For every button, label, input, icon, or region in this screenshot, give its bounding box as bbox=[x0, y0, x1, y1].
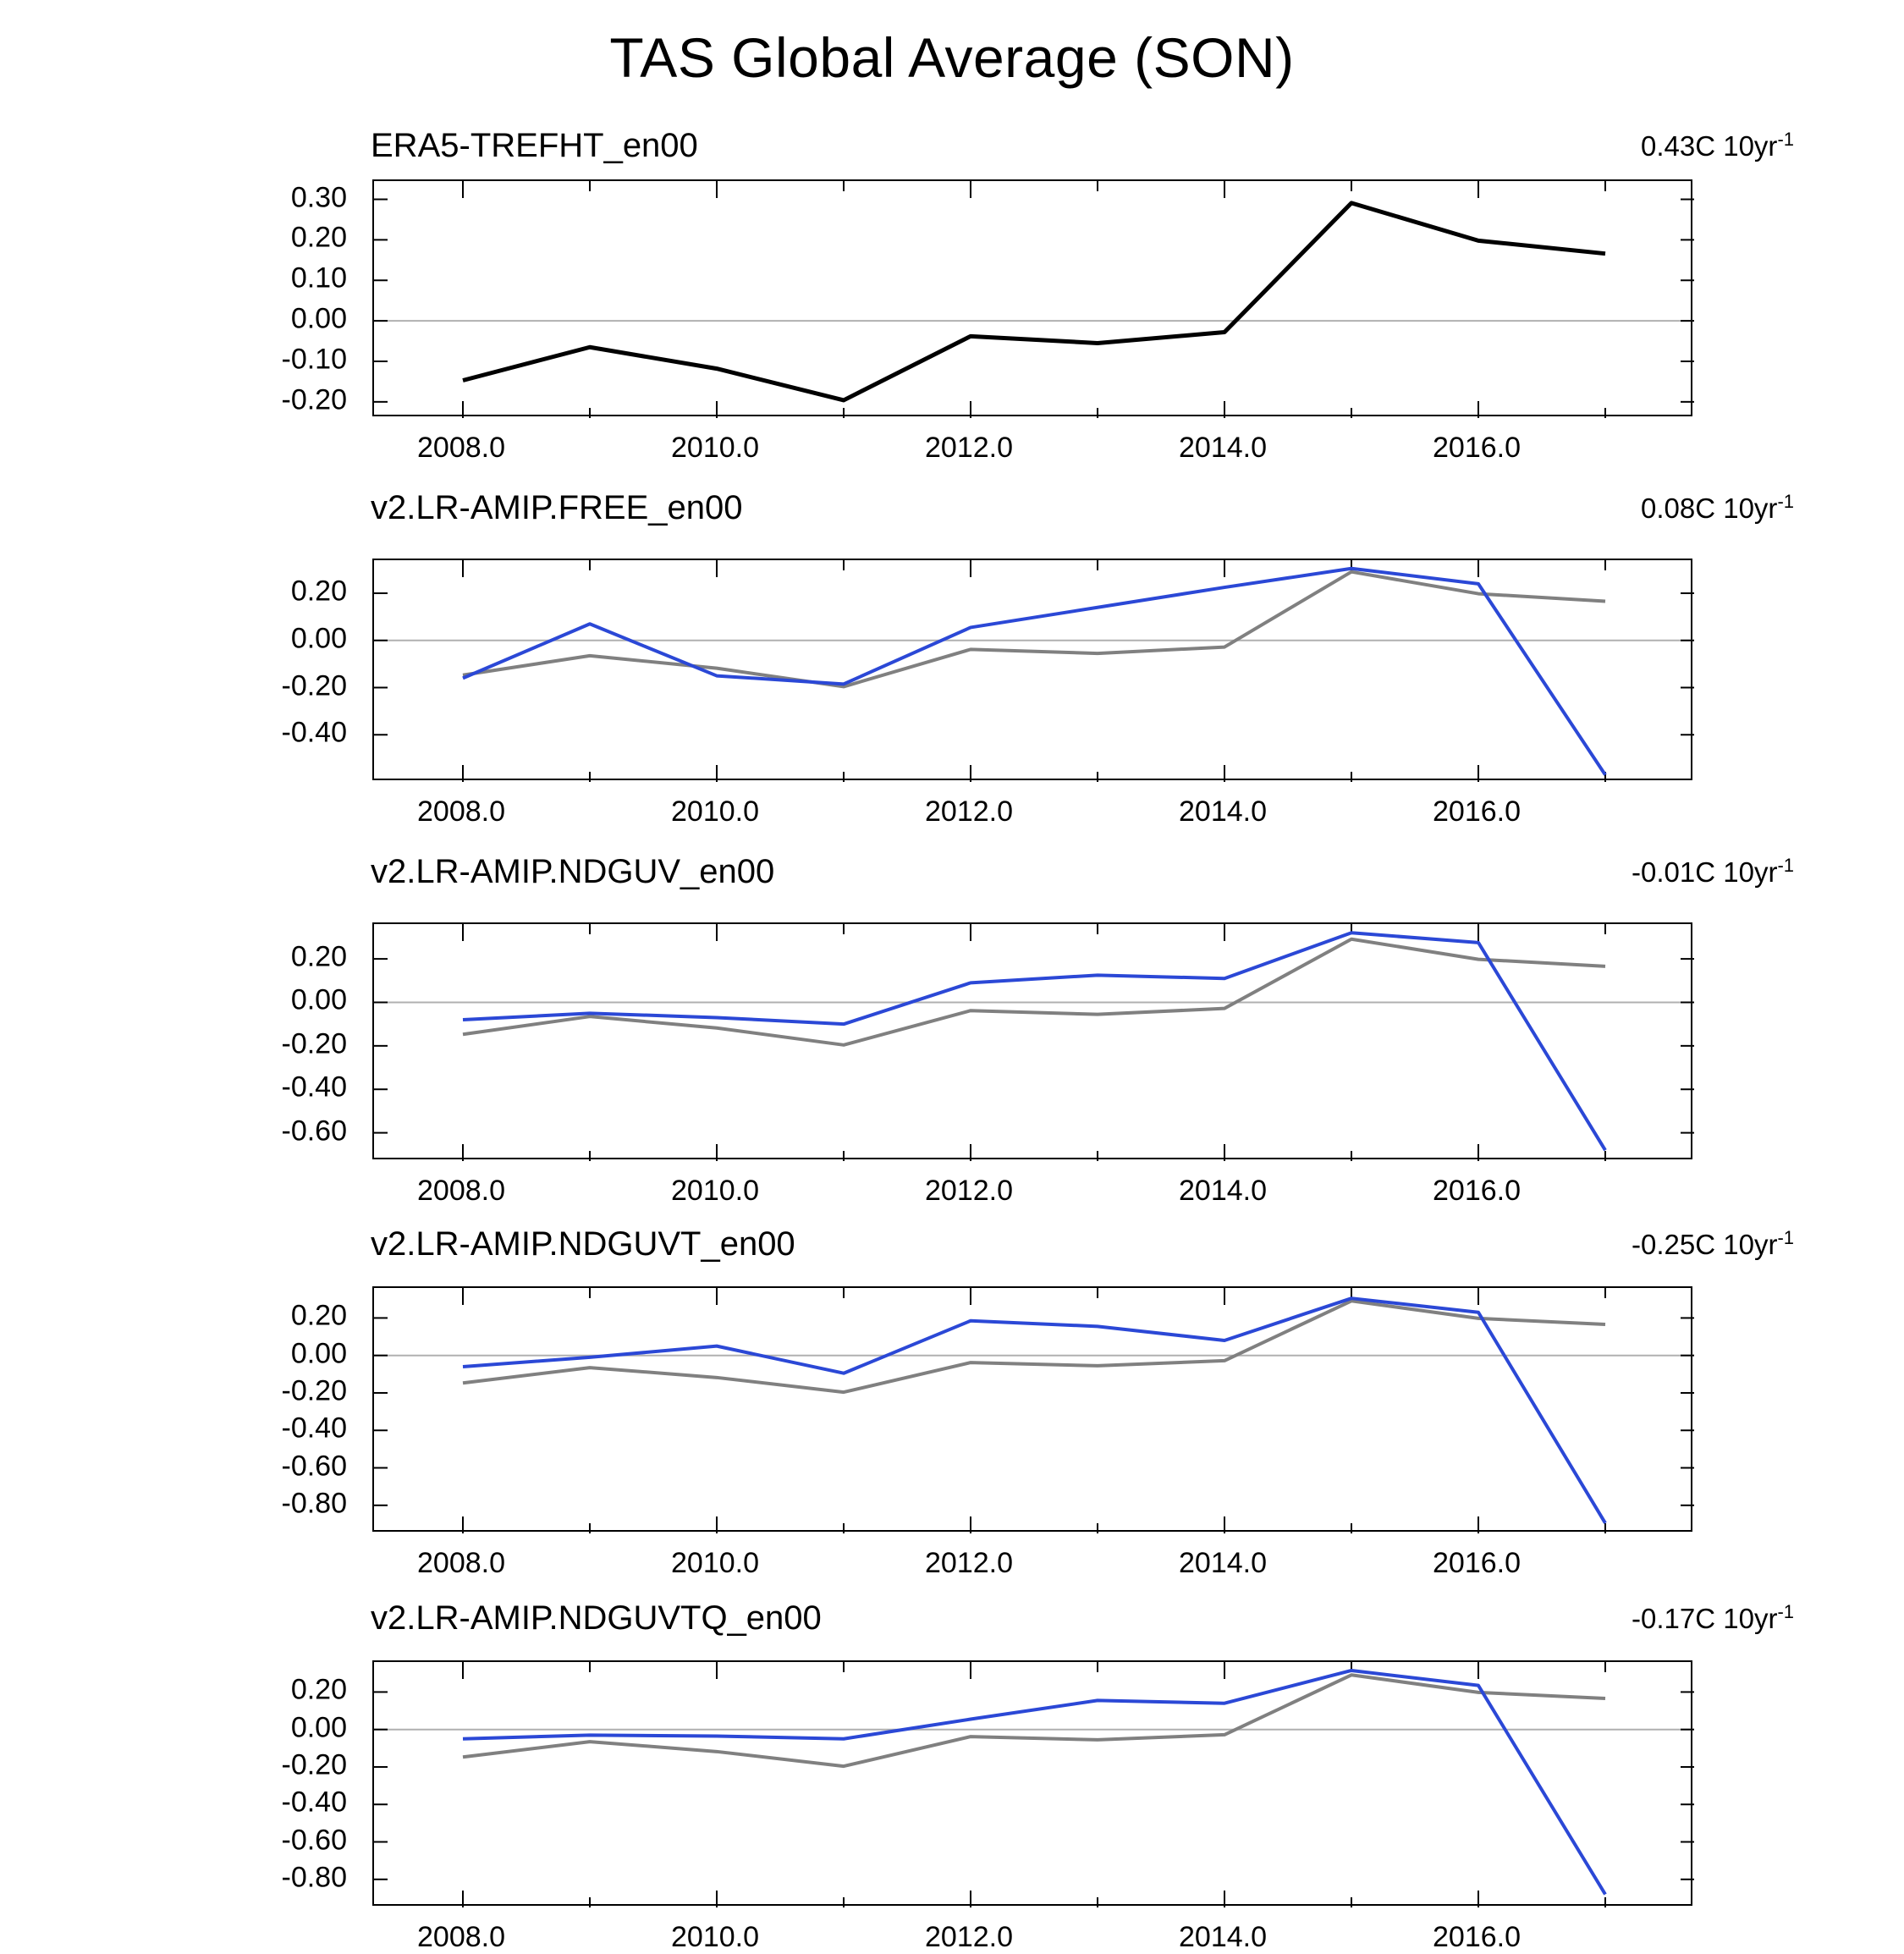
panel-trend-value: -0.25C $10yr^{-1}$ bbox=[1632, 1227, 1794, 1260]
y-axis-tick-label: 0.00 bbox=[290, 983, 347, 1016]
y-axis-tick-label: -0.40 bbox=[281, 1071, 347, 1104]
x-axis-tick-label: 2010.0 bbox=[671, 432, 759, 464]
plot-lines bbox=[374, 1662, 1694, 1907]
x-axis-tick-label: 2010.0 bbox=[671, 1175, 759, 1207]
y-axis-tick-label: -0.20 bbox=[281, 669, 347, 702]
x-axis-tick-label: 2014.0 bbox=[1179, 432, 1267, 464]
y-axis-tick-label: 0.00 bbox=[290, 302, 347, 335]
x-axis-tick-label: 2016.0 bbox=[1433, 795, 1521, 828]
y-axis-tick-label: 0.20 bbox=[290, 575, 347, 608]
series-line bbox=[463, 1298, 1605, 1523]
y-axis-tick-label: 0.00 bbox=[290, 1337, 347, 1370]
panel-header bbox=[0, 489, 1904, 528]
x-axis-tick-label: 2012.0 bbox=[925, 1547, 1013, 1579]
x-axis-tick-label: 2016.0 bbox=[1433, 1547, 1521, 1579]
x-axis-tick-label: 2010.0 bbox=[671, 795, 759, 828]
y-axis-tick-label: -0.20 bbox=[281, 383, 347, 416]
series-line bbox=[463, 933, 1605, 1150]
plot-area bbox=[372, 559, 1692, 780]
plot-area bbox=[372, 1660, 1692, 1906]
x-axis-tick-label: 2014.0 bbox=[1179, 1547, 1267, 1579]
y-axis-tick-label: 0.20 bbox=[290, 1673, 347, 1706]
x-axis-tick-label: 2012.0 bbox=[925, 1175, 1013, 1207]
y-axis-tick-label: -0.10 bbox=[281, 343, 347, 376]
plot-area bbox=[372, 922, 1692, 1159]
y-axis-tick-label: -0.80 bbox=[281, 1861, 347, 1894]
panel-header bbox=[0, 127, 1904, 166]
y-axis-tick-label: -0.40 bbox=[281, 1786, 347, 1819]
y-axis-tick-label: -0.40 bbox=[281, 716, 347, 749]
x-axis-tick-label: 2016.0 bbox=[1433, 1175, 1521, 1207]
panel-title: ERA5-TREFHT_en00 bbox=[371, 127, 698, 164]
series-line bbox=[463, 1301, 1605, 1392]
x-axis-tick-label: 2010.0 bbox=[671, 1921, 759, 1953]
panel-trend-value: 0.43C $10yr^{-1}$ bbox=[1641, 129, 1794, 162]
y-axis-tick-label: 0.00 bbox=[290, 1711, 347, 1744]
plot-lines bbox=[374, 181, 1694, 418]
panel-trend-value: -0.17C $10yr^{-1}$ bbox=[1632, 1601, 1794, 1634]
x-axis-tick-label: 2016.0 bbox=[1433, 432, 1521, 464]
panel-header bbox=[0, 853, 1904, 892]
x-axis-tick-label: 2016.0 bbox=[1433, 1921, 1521, 1953]
plot-lines bbox=[374, 1288, 1694, 1533]
y-axis-tick-label: 0.30 bbox=[290, 181, 347, 214]
x-axis-tick-label: 2014.0 bbox=[1179, 1921, 1267, 1953]
x-axis-tick-label: 2012.0 bbox=[925, 432, 1013, 464]
x-axis-tick-label: 2008.0 bbox=[417, 1175, 505, 1207]
y-axis-tick-label: -0.80 bbox=[281, 1487, 347, 1520]
panel-title: v2.LR-AMIP.NDGUV_en00 bbox=[371, 853, 775, 890]
plot-area bbox=[372, 1286, 1692, 1532]
panel-trend-value: 0.08C $10yr^{-1}$ bbox=[1641, 491, 1794, 524]
plot-area bbox=[372, 179, 1692, 416]
x-axis-tick-label: 2012.0 bbox=[925, 795, 1013, 828]
y-axis-tick-label: 0.00 bbox=[290, 622, 347, 655]
y-axis-tick-label: -0.20 bbox=[281, 1748, 347, 1781]
plot-lines bbox=[374, 924, 1694, 1161]
y-axis-tick-label: -0.60 bbox=[281, 1824, 347, 1857]
x-axis-tick-label: 2014.0 bbox=[1179, 1175, 1267, 1207]
y-axis-tick-label: 0.20 bbox=[290, 1299, 347, 1332]
panel-header bbox=[0, 1225, 1904, 1264]
x-axis-tick-label: 2008.0 bbox=[417, 1921, 505, 1953]
x-axis-tick-label: 2008.0 bbox=[417, 795, 505, 828]
series-line bbox=[463, 569, 1605, 775]
x-axis-tick-label: 2014.0 bbox=[1179, 795, 1267, 828]
y-axis-tick-label: -0.20 bbox=[281, 1374, 347, 1407]
series-line bbox=[463, 1675, 1605, 1766]
plot-lines bbox=[374, 560, 1694, 782]
y-axis-tick-label: 0.20 bbox=[290, 940, 347, 973]
y-axis-tick-label: -0.40 bbox=[281, 1412, 347, 1445]
y-axis-tick-label: 0.20 bbox=[290, 221, 347, 254]
x-axis-tick-label: 2008.0 bbox=[417, 432, 505, 464]
panel-trend-value: -0.01C $10yr^{-1}$ bbox=[1632, 855, 1794, 888]
y-axis-tick-label: 0.10 bbox=[290, 261, 347, 294]
y-axis-tick-label: -0.60 bbox=[281, 1450, 347, 1483]
figure-title: TAS Global Average (SON) bbox=[609, 26, 1295, 89]
panel-title: v2.LR-AMIP.FREE_en00 bbox=[371, 489, 743, 526]
x-axis-tick-label: 2008.0 bbox=[417, 1547, 505, 1579]
series-line bbox=[463, 203, 1605, 400]
series-line bbox=[463, 939, 1605, 1045]
y-axis-tick-label: -0.20 bbox=[281, 1027, 347, 1060]
series-line bbox=[463, 1671, 1605, 1895]
y-axis-tick-label: -0.60 bbox=[281, 1115, 347, 1148]
series-line bbox=[463, 572, 1605, 687]
panel-header bbox=[0, 1599, 1904, 1638]
x-axis-tick-label: 2012.0 bbox=[925, 1921, 1013, 1953]
panel-title: v2.LR-AMIP.NDGUVT_en00 bbox=[371, 1225, 795, 1263]
x-axis-tick-label: 2010.0 bbox=[671, 1547, 759, 1579]
panel-title: v2.LR-AMIP.NDGUVTQ_en00 bbox=[371, 1599, 822, 1637]
